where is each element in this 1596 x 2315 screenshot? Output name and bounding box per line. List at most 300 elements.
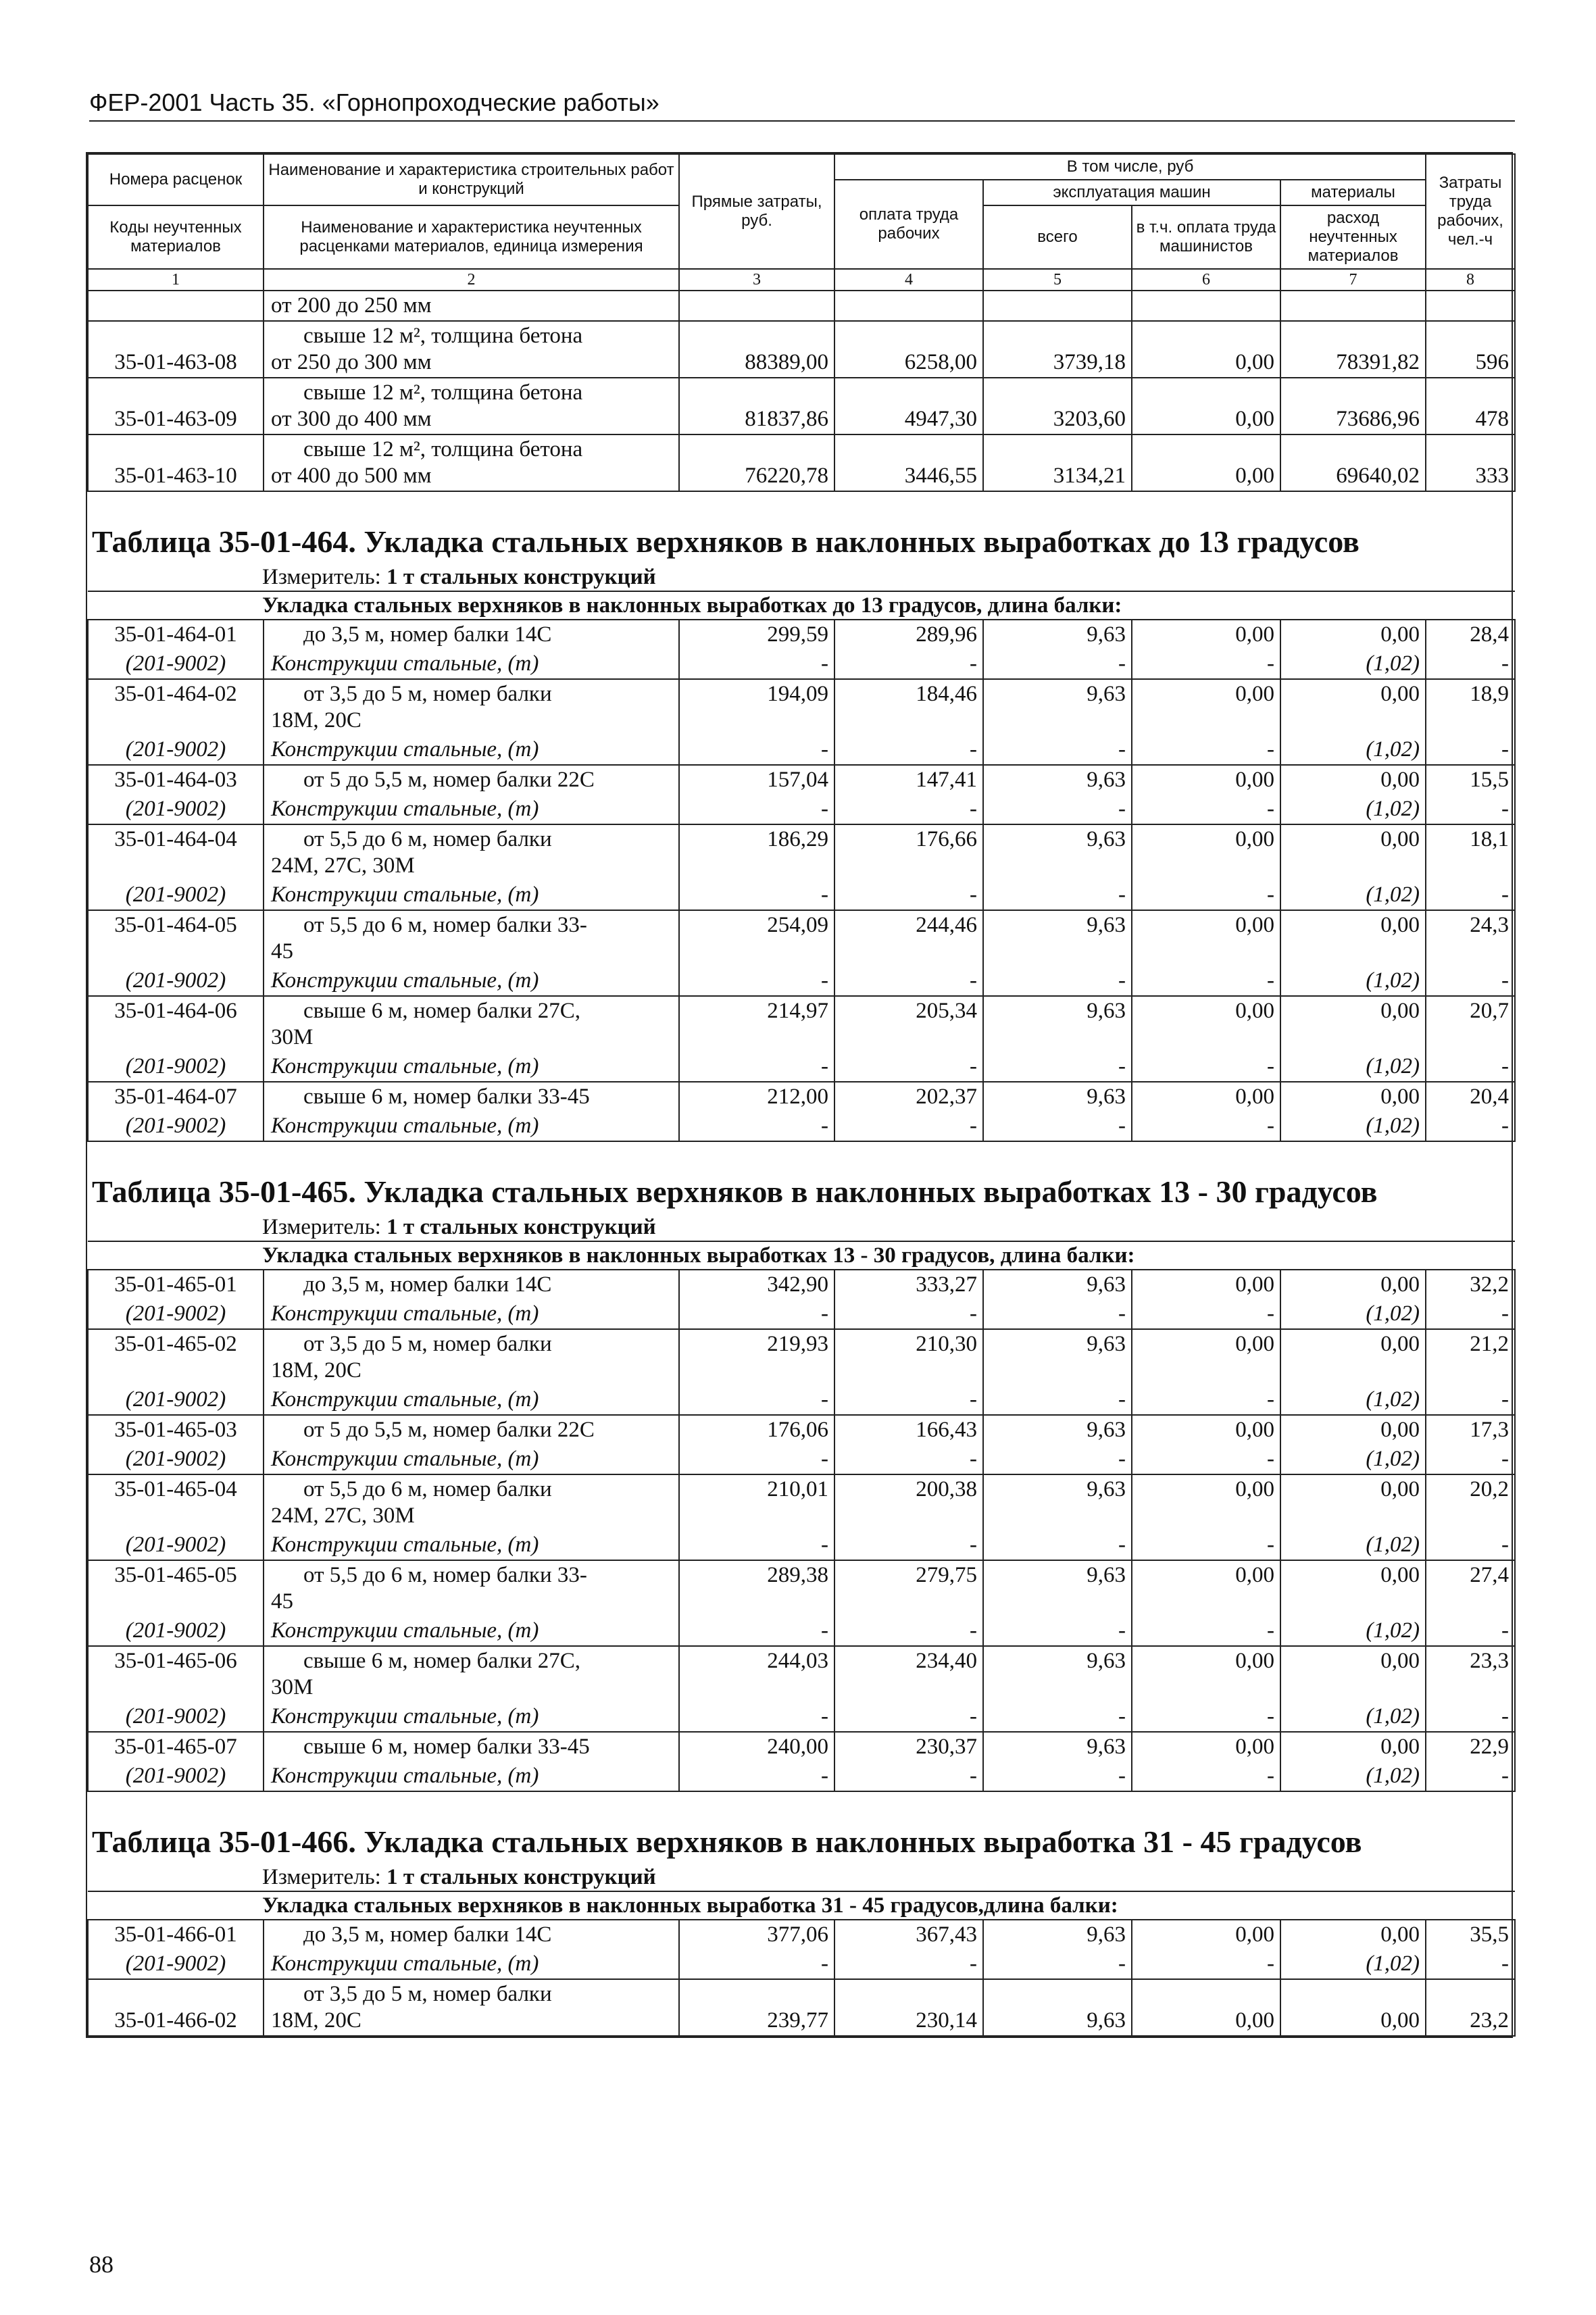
material-value-cell: - <box>1132 1762 1280 1791</box>
value-cell: 0,00 <box>1280 679 1426 735</box>
work-name: свыше 6 м, номер балки 33-45 <box>303 1735 590 1759</box>
work-name: свыше 6 м, номер балки 27С, <box>303 999 581 1023</box>
rate-row <box>88 1329 1515 1385</box>
work-name-continuation: 18М, 20С <box>271 1358 361 1383</box>
value-cell: 0,00 <box>1280 910 1426 966</box>
table-title-row <box>88 1169 1515 1214</box>
value-cell <box>679 291 834 321</box>
value-cell: 20,7 <box>1426 996 1515 1052</box>
value-cell: 9,63 <box>983 1560 1132 1616</box>
col-header-material-usage: расход неучтенных материалов <box>1280 205 1426 269</box>
material-value-cell: - <box>1132 1385 1280 1415</box>
material-row <box>88 1616 1515 1646</box>
material-value-cell: - <box>1132 649 1280 679</box>
section-title: Укладка стальных верхняков в наклонных выработках до 13 градусов, длина балки: <box>88 591 1515 620</box>
rate-code <box>88 291 264 321</box>
value-cell <box>1426 291 1515 321</box>
material-value-cell: - <box>983 1052 1132 1082</box>
material-name: Конструкции стальные, (т) <box>264 1949 679 1979</box>
material-value-cell: - <box>1426 1385 1515 1415</box>
work-description <box>264 824 679 880</box>
value-cell: 81837,86 <box>679 378 834 434</box>
material-value-cell: - <box>983 1530 1132 1560</box>
material-row <box>88 1112 1515 1141</box>
rate-row <box>88 1979 1515 2036</box>
material-value-cell: - <box>1426 880 1515 910</box>
material-value-cell: - <box>679 1616 834 1646</box>
value-cell: 0,00 <box>1132 1270 1280 1299</box>
material-value-cell: (1,02) <box>1280 1385 1426 1415</box>
material-row <box>88 880 1515 910</box>
material-value-cell: (1,02) <box>1280 1616 1426 1646</box>
value-cell: 9,63 <box>983 1474 1132 1530</box>
value-cell: 0,00 <box>1280 1474 1426 1530</box>
value-cell: 0,00 <box>1280 1920 1426 1949</box>
value-cell: 147,41 <box>834 765 983 795</box>
rate-code: 35-01-463-09 <box>88 378 264 434</box>
value-cell: 3446,55 <box>834 434 983 491</box>
value-cell: 0,00 <box>1132 1979 1280 2036</box>
section-row <box>88 591 1515 620</box>
col-header-wages: оплата труда рабочих <box>834 180 983 269</box>
meter-value: 1 т стальных конструкций <box>386 565 656 589</box>
rate-code: 35-01-465-07 <box>88 1732 264 1762</box>
material-name: Конструкции стальные, (т) <box>264 1385 679 1415</box>
col-header-material-code: Коды неучтенных материалов <box>88 205 264 269</box>
col-header-machines: эксплуатация машин <box>983 180 1280 205</box>
work-name: от 5,5 до 6 м, номер балки 33- <box>303 1563 587 1587</box>
material-value-cell: - <box>1132 1052 1280 1082</box>
value-cell: 18,9 <box>1426 679 1515 735</box>
col-header-direct-cost: Прямые затраты, руб. <box>679 154 834 269</box>
material-row <box>88 1445 1515 1474</box>
work-description <box>264 679 679 735</box>
work-description <box>264 1920 679 1949</box>
value-cell: 22,9 <box>1426 1732 1515 1762</box>
material-value-cell: - <box>834 1616 983 1646</box>
rate-row <box>88 434 1515 491</box>
material-value-cell: - <box>1426 1112 1515 1141</box>
material-value-cell: - <box>1132 1949 1280 1979</box>
value-cell: 0,00 <box>1132 1560 1280 1616</box>
material-value-cell: - <box>983 1112 1132 1141</box>
value-cell: 596 <box>1426 321 1515 378</box>
rate-code: 35-01-464-07 <box>88 1082 264 1112</box>
value-cell: 9,63 <box>983 1920 1132 1949</box>
value-cell: 15,5 <box>1426 765 1515 795</box>
value-cell: 0,00 <box>1132 910 1280 966</box>
col-header-material-name: Наименование и характеристика неучтенных расценками материалов, единица измерения <box>264 205 679 269</box>
work-name-continuation: 18М, 20С <box>271 708 361 732</box>
value-cell: 0,00 <box>1132 1474 1280 1530</box>
material-value-cell: - <box>1426 1949 1515 1979</box>
col-header-machinist-wages: в т.ч. оплата труда машинистов <box>1132 205 1280 269</box>
value-cell: 0,00 <box>1132 1082 1280 1112</box>
material-value-cell: (1,02) <box>1280 1299 1426 1329</box>
work-name-continuation: 30М <box>271 1025 314 1049</box>
material-value-cell: - <box>1132 1616 1280 1646</box>
material-value-cell: - <box>834 1112 983 1141</box>
value-cell <box>983 291 1132 321</box>
value-cell: 9,63 <box>983 765 1132 795</box>
table-spacer <box>88 491 1515 519</box>
work-name-continuation: 30М <box>271 1675 314 1699</box>
value-cell: 0,00 <box>1132 824 1280 880</box>
value-cell: 9,63 <box>983 1646 1132 1702</box>
value-cell: 9,63 <box>983 824 1132 880</box>
rate-row <box>88 291 1515 321</box>
material-name: Конструкции стальные, (т) <box>264 1445 679 1474</box>
value-cell: 230,37 <box>834 1732 983 1762</box>
material-value-cell: - <box>679 795 834 824</box>
col-number: 1 <box>88 269 264 291</box>
work-name: до 3,5 м, номер балки 14С <box>303 1922 552 1947</box>
material-value-cell: - <box>1132 1530 1280 1560</box>
material-row <box>88 1385 1515 1415</box>
material-value-cell: - <box>679 1949 834 1979</box>
spacer-cell <box>88 1791 1515 1819</box>
meter-cell <box>88 1864 1515 1891</box>
material-value-cell: - <box>1132 1299 1280 1329</box>
rate-row <box>88 321 1515 378</box>
material-name: Конструкции стальные, (т) <box>264 966 679 996</box>
rate-code: 35-01-465-06 <box>88 1646 264 1702</box>
value-cell: 0,00 <box>1132 1646 1280 1702</box>
section-row <box>88 1891 1515 1920</box>
work-name: свыше 12 м², толщина бетона <box>303 324 583 348</box>
work-name-continuation: 45 <box>271 1589 293 1614</box>
material-code: (201-9002) <box>88 1112 264 1141</box>
material-code: (201-9002) <box>88 1052 264 1082</box>
material-value-cell: - <box>1426 795 1515 824</box>
material-name: Конструкции стальные, (т) <box>264 1299 679 1329</box>
value-cell: 3203,60 <box>983 378 1132 434</box>
material-value-cell: (1,02) <box>1280 1702 1426 1732</box>
material-row <box>88 1530 1515 1560</box>
material-code: (201-9002) <box>88 1616 264 1646</box>
material-value-cell: - <box>1132 795 1280 824</box>
value-cell: 21,2 <box>1426 1329 1515 1385</box>
value-cell: 377,06 <box>679 1920 834 1949</box>
col-header-labor: Затраты труда рабочих, чел.-ч <box>1426 154 1515 269</box>
material-value-cell: - <box>679 1385 834 1415</box>
meter-separator <box>381 565 386 589</box>
work-description <box>264 620 679 649</box>
rate-row <box>88 996 1515 1052</box>
table-title-row <box>88 519 1515 564</box>
material-code: (201-9002) <box>88 735 264 765</box>
work-name-continuation: от 300 до 400 мм <box>271 407 432 431</box>
value-cell: 9,63 <box>983 1979 1132 2036</box>
value-cell: 194,09 <box>679 679 834 735</box>
rate-row <box>88 1474 1515 1530</box>
material-value-cell: - <box>834 1762 983 1791</box>
value-cell: 78391,82 <box>1280 321 1426 378</box>
value-cell <box>1132 291 1280 321</box>
work-description <box>264 1646 679 1702</box>
value-cell: 17,3 <box>1426 1415 1515 1445</box>
work-name: от 5,5 до 6 м, номер балки 33- <box>303 913 587 937</box>
work-name: свыше 6 м, номер балки 33-45 <box>303 1085 590 1109</box>
rate-code: 35-01-463-10 <box>88 434 264 491</box>
rate-row <box>88 1082 1515 1112</box>
material-value-cell: - <box>983 880 1132 910</box>
material-value-cell: - <box>1426 1052 1515 1082</box>
meter-value: 1 т стальных конструкций <box>386 1865 656 1889</box>
material-value-cell: - <box>679 1112 834 1141</box>
work-description <box>264 1082 679 1112</box>
material-value-cell: - <box>1132 1702 1280 1732</box>
value-cell: 157,04 <box>679 765 834 795</box>
material-value-cell: (1,02) <box>1280 649 1426 679</box>
material-value-cell: - <box>983 1762 1132 1791</box>
material-code: (201-9002) <box>88 1445 264 1474</box>
spacer-cell <box>88 491 1515 519</box>
material-value-cell: - <box>983 1445 1132 1474</box>
material-value-cell: - <box>679 1445 834 1474</box>
section-row <box>88 1241 1515 1270</box>
material-value-cell: - <box>834 1445 983 1474</box>
meter-value: 1 т стальных конструкций <box>386 1215 656 1239</box>
work-description <box>264 291 679 321</box>
value-cell: 23,2 <box>1426 1979 1515 2036</box>
work-name-continuation: от 250 до 300 мм <box>271 350 432 374</box>
material-row <box>88 966 1515 996</box>
value-cell: 9,63 <box>983 1415 1132 1445</box>
work-name: до 3,5 м, номер балки 14С <box>303 1272 552 1297</box>
value-cell: 0,00 <box>1132 679 1280 735</box>
value-cell: 9,63 <box>983 620 1132 649</box>
rate-code: 35-01-466-02 <box>88 1979 264 2036</box>
material-value-cell: - <box>983 1616 1132 1646</box>
material-value-cell: - <box>983 966 1132 996</box>
material-value-cell: - <box>983 1949 1132 1979</box>
spacer-cell <box>88 1141 1515 1169</box>
work-name: от 3,5 до 5 м, номер балки <box>303 1982 552 2006</box>
material-value-cell: - <box>834 1052 983 1082</box>
work-description <box>264 1329 679 1385</box>
table-title: Таблица 35-01-464. Укладка стальных верхняков в наклонных выработках до 13 градусов <box>92 524 1360 559</box>
rate-code: 35-01-463-08 <box>88 321 264 378</box>
section-title: Укладка стальных верхняков в наклонных выработка 31 - 45 градусов,длина балки: <box>88 1891 1515 1920</box>
rate-row <box>88 1920 1515 1949</box>
material-code: (201-9002) <box>88 1530 264 1560</box>
work-name-continuation: 24М, 27С, 30М <box>271 1503 415 1528</box>
material-code: (201-9002) <box>88 1385 264 1415</box>
meter-row <box>88 1864 1515 1891</box>
material-name: Конструкции стальные, (т) <box>264 735 679 765</box>
material-value-cell: (1,02) <box>1280 1530 1426 1560</box>
value-cell: 0,00 <box>1132 1920 1280 1949</box>
col-number: 2 <box>264 269 679 291</box>
material-value-cell: - <box>1426 966 1515 996</box>
column-numbers-row <box>88 269 1515 291</box>
value-cell: 76220,78 <box>679 434 834 491</box>
work-description <box>264 910 679 966</box>
meter-row <box>88 1214 1515 1241</box>
work-description <box>264 1415 679 1445</box>
value-cell: 9,63 <box>983 996 1132 1052</box>
material-value-cell: - <box>1426 649 1515 679</box>
value-cell: 0,00 <box>1280 1415 1426 1445</box>
material-value-cell: - <box>983 795 1132 824</box>
material-name: Конструкции стальные, (т) <box>264 1616 679 1646</box>
material-value-cell: - <box>1132 1112 1280 1141</box>
col-header-including: В том числе, руб <box>834 154 1426 180</box>
meter-cell <box>88 564 1515 591</box>
value-cell: 23,3 <box>1426 1646 1515 1702</box>
material-name: Конструкции стальные, (т) <box>264 795 679 824</box>
rate-code: 35-01-464-04 <box>88 824 264 880</box>
material-row <box>88 795 1515 824</box>
value-cell: 367,43 <box>834 1920 983 1949</box>
work-name: свыше 12 м², толщина бетона <box>303 437 583 462</box>
value-cell: 20,2 <box>1426 1474 1515 1530</box>
value-cell: 205,34 <box>834 996 983 1052</box>
col-number: 5 <box>983 269 1132 291</box>
value-cell: 212,00 <box>679 1082 834 1112</box>
value-cell: 186,29 <box>679 824 834 880</box>
material-value-cell: (1,02) <box>1280 1762 1426 1791</box>
value-cell: 28,4 <box>1426 620 1515 649</box>
value-cell: 88389,00 <box>679 321 834 378</box>
meter-label: Измеритель: <box>262 1865 381 1889</box>
work-description <box>264 378 679 434</box>
value-cell: 0,00 <box>1132 321 1280 378</box>
value-cell: 35,5 <box>1426 1920 1515 1949</box>
value-cell: 279,75 <box>834 1560 983 1616</box>
value-cell: 0,00 <box>1132 378 1280 434</box>
value-cell: 210,30 <box>834 1329 983 1385</box>
value-cell: 9,63 <box>983 679 1132 735</box>
table-title: Таблица 35-01-466. Укладка стальных верхняков в наклонных выработка 31 - 45 градусов <box>92 1824 1362 1859</box>
value-cell: 0,00 <box>1280 1646 1426 1702</box>
material-value-cell: - <box>1132 880 1280 910</box>
work-name: от 5 до 5,5 м, номер балки 22С <box>303 768 595 792</box>
value-cell: 176,06 <box>679 1415 834 1445</box>
value-cell: 0,00 <box>1132 765 1280 795</box>
material-value-cell: - <box>983 1299 1132 1329</box>
value-cell <box>1280 291 1426 321</box>
material-value-cell: (1,02) <box>1280 1445 1426 1474</box>
value-cell: 254,09 <box>679 910 834 966</box>
material-value-cell: - <box>983 735 1132 765</box>
value-cell: 24,3 <box>1426 910 1515 966</box>
value-cell: 239,77 <box>679 1979 834 2036</box>
value-cell: 0,00 <box>1132 1732 1280 1762</box>
work-description <box>264 1979 679 2036</box>
material-row <box>88 1949 1515 1979</box>
material-value-cell: - <box>1132 1445 1280 1474</box>
col-header-rate-number: Номера расценок <box>88 154 264 205</box>
value-cell: 0,00 <box>1132 1329 1280 1385</box>
material-value-cell: - <box>983 649 1132 679</box>
material-value-cell: - <box>679 966 834 996</box>
value-cell: 0,00 <box>1132 434 1280 491</box>
value-cell: 234,40 <box>834 1646 983 1702</box>
value-cell: 9,63 <box>983 910 1132 966</box>
material-value-cell: - <box>679 649 834 679</box>
material-value-cell: - <box>679 1762 834 1791</box>
material-code: (201-9002) <box>88 1762 264 1791</box>
value-cell: 184,46 <box>834 679 983 735</box>
value-cell: 4947,30 <box>834 378 983 434</box>
work-name: от 5,5 до 6 м, номер балки <box>303 1477 552 1501</box>
material-value-cell: - <box>834 966 983 996</box>
material-value-cell: - <box>1426 1762 1515 1791</box>
work-description <box>264 1270 679 1299</box>
material-value-cell: - <box>834 735 983 765</box>
rate-code: 35-01-465-03 <box>88 1415 264 1445</box>
value-cell: 0,00 <box>1280 1082 1426 1112</box>
material-code: (201-9002) <box>88 1702 264 1732</box>
work-name-continuation: 18М, 20С <box>271 2008 361 2033</box>
value-cell: 299,59 <box>679 620 834 649</box>
value-cell: 0,00 <box>1280 1560 1426 1616</box>
rate-row <box>88 1646 1515 1702</box>
value-cell: 18,1 <box>1426 824 1515 880</box>
material-value-cell: - <box>1426 1702 1515 1732</box>
table-title-row <box>88 1819 1515 1864</box>
material-value-cell: (1,02) <box>1280 966 1426 996</box>
material-row <box>88 1052 1515 1082</box>
rate-code: 35-01-465-01 <box>88 1270 264 1299</box>
value-cell: 9,63 <box>983 1732 1132 1762</box>
table-spacer <box>88 1791 1515 1819</box>
col-number: 3 <box>679 269 834 291</box>
value-cell: 210,01 <box>679 1474 834 1530</box>
material-code: (201-9002) <box>88 1299 264 1329</box>
col-header-materials: материалы <box>1280 180 1426 205</box>
value-cell: 9,63 <box>983 1270 1132 1299</box>
value-cell: 0,00 <box>1280 765 1426 795</box>
value-cell: 289,38 <box>679 1560 834 1616</box>
material-code: (201-9002) <box>88 966 264 996</box>
material-value-cell: - <box>1132 966 1280 996</box>
value-cell: 3739,18 <box>983 321 1132 378</box>
rate-code: 35-01-465-02 <box>88 1329 264 1385</box>
value-cell: 240,00 <box>679 1732 834 1762</box>
material-value-cell: - <box>679 1702 834 1732</box>
col-header-machines-total: всего <box>983 205 1132 269</box>
value-cell: 27,4 <box>1426 1560 1515 1616</box>
value-cell: 478 <box>1426 378 1515 434</box>
material-value-cell: - <box>834 649 983 679</box>
work-description <box>264 765 679 795</box>
material-value-cell: - <box>679 1299 834 1329</box>
material-value-cell: - <box>1426 735 1515 765</box>
material-code: (201-9002) <box>88 795 264 824</box>
value-cell: 73686,96 <box>1280 378 1426 434</box>
value-cell: 0,00 <box>1280 1329 1426 1385</box>
table-title: Таблица 35-01-465. Укладка стальных верхняков в наклонных выработках 13 - 30 градусов <box>92 1174 1378 1209</box>
work-name: от 5,5 до 6 м, номер балки <box>303 827 552 851</box>
work-description <box>264 1732 679 1762</box>
material-value-cell: - <box>983 1385 1132 1415</box>
meter-separator <box>381 1215 386 1239</box>
value-cell: 0,00 <box>1132 1415 1280 1445</box>
rate-row <box>88 765 1515 795</box>
value-cell: 0,00 <box>1280 996 1426 1052</box>
material-name: Конструкции стальные, (т) <box>264 1530 679 1560</box>
material-value-cell: - <box>834 880 983 910</box>
material-value-cell: - <box>834 795 983 824</box>
rate-code: 35-01-465-05 <box>88 1560 264 1616</box>
value-cell: 0,00 <box>1132 620 1280 649</box>
material-value-cell: - <box>679 1052 834 1082</box>
value-cell: 32,2 <box>1426 1270 1515 1299</box>
material-value-cell: - <box>1426 1299 1515 1329</box>
